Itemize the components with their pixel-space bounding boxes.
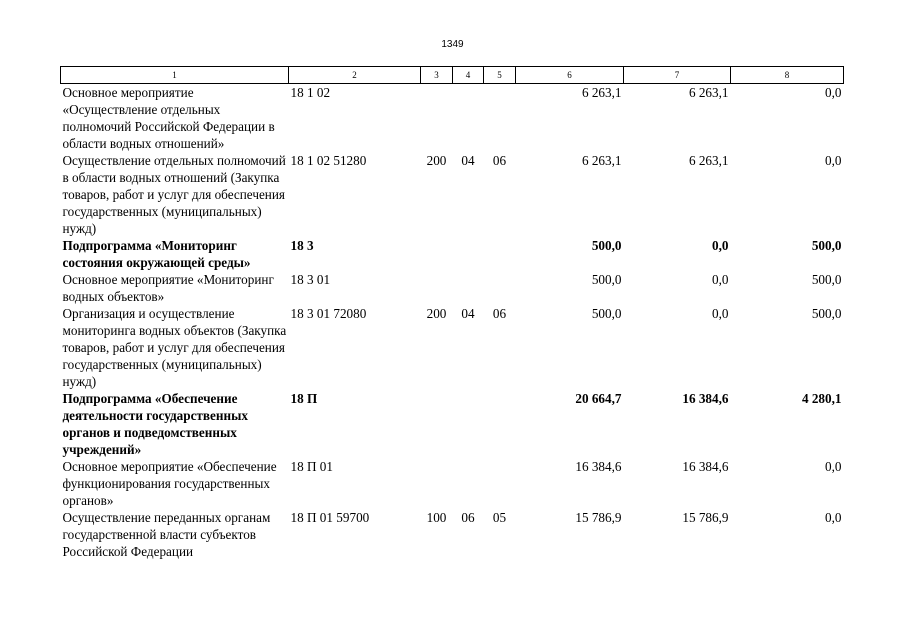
table-row (61, 271, 844, 305)
row-code: 18 1 02 (290, 85, 331, 100)
row-c4: 06 (461, 510, 475, 525)
row-v8: 0,0 (825, 459, 842, 474)
table-header-row (61, 67, 844, 84)
row-c3: 200 (426, 306, 447, 321)
column-header: 7 (624, 67, 731, 84)
row-c4: 04 (461, 153, 475, 168)
table-row (61, 305, 844, 390)
row-c5 (484, 390, 516, 458)
budget-table (60, 66, 844, 560)
row-v7: 16 384,6 (682, 391, 729, 406)
row-c5 (484, 271, 516, 305)
row-v7: 0,0 (712, 272, 729, 287)
column-header: 3 (421, 67, 453, 84)
row-c4: 04 (461, 306, 475, 321)
row-c3: 200 (426, 153, 447, 168)
row-v8: 500,0 (811, 238, 842, 253)
table-row (61, 458, 844, 509)
row-c5: 05 (492, 510, 507, 525)
row-v7: 0,0 (712, 238, 729, 253)
row-v6: 500,0 (591, 238, 622, 253)
row-name: Подпрограмма «Обеспечение деятельности государственных органов и подведомственных учреждений» (62, 391, 248, 457)
row-v8: 500,0 (811, 306, 842, 321)
row-v7: 16 384,6 (682, 459, 729, 474)
row-name: Осуществление переданных органам государственной власти субъектов Российской Федерации (62, 510, 271, 559)
row-code: 18 П 01 59700 (290, 510, 370, 525)
row-name: Основное мероприятие «Обеспечение функционирования государственных органов» (62, 459, 277, 508)
row-v8: 500,0 (811, 272, 842, 287)
row-v6: 6 263,1 (581, 85, 622, 100)
row-code: 18 3 (290, 238, 314, 253)
row-code: 18 1 02 51280 (290, 153, 367, 168)
table-row (61, 84, 844, 153)
row-c3 (421, 390, 453, 458)
row-name: Подпрограмма «Мониторинг состояния окружающей среды» (62, 238, 251, 270)
table-row (61, 390, 844, 458)
row-v6: 6 263,1 (581, 153, 622, 168)
column-header: 1 (61, 67, 289, 84)
row-code: 18 П (290, 391, 318, 406)
row-v6: 500,0 (591, 306, 622, 321)
row-v8: 0,0 (825, 510, 842, 525)
row-v6: 15 786,9 (575, 510, 622, 525)
column-header: 2 (289, 67, 421, 84)
row-v7: 6 263,1 (688, 85, 729, 100)
row-c3 (421, 271, 453, 305)
row-name: Осуществление отдельных полномочий в области водных отношений (Закупка товаров, работ и услуг для обеспечения государственных (муниципальных) нужд) (62, 153, 286, 236)
row-v7: 0,0 (712, 306, 729, 321)
row-c5: 06 (492, 306, 507, 321)
row-name: Организация и осуществление мониторинга водных объектов (Закупка товаров, работ и услуг для обеспечения государственных (муниципальных) нужд) (62, 306, 287, 389)
row-c5 (484, 84, 516, 153)
row-v7: 15 786,9 (682, 510, 729, 525)
row-v8: 4 280,1 (801, 391, 842, 406)
row-code: 18 3 01 (290, 272, 331, 287)
table-row (61, 237, 844, 271)
row-name: Основное мероприятие «Осуществление отдельных полномочий Российской Федерации в области водных отношений» (62, 85, 275, 151)
row-c5: 06 (492, 153, 507, 168)
row-code: 18 П 01 (290, 459, 333, 474)
row-c4 (453, 271, 484, 305)
row-name: Основное мероприятие «Мониторинг водных объектов» (62, 272, 274, 304)
row-c3: 100 (426, 510, 447, 525)
row-c3 (421, 458, 453, 509)
table-row (61, 152, 844, 237)
row-v8: 0,0 (825, 153, 842, 168)
row-c4 (453, 458, 484, 509)
row-v8: 0,0 (825, 85, 842, 100)
column-header: 8 (731, 67, 844, 84)
column-header: 5 (484, 67, 516, 84)
row-code: 18 3 01 72080 (290, 306, 367, 321)
row-v6: 16 384,6 (575, 459, 622, 474)
row-c5 (484, 458, 516, 509)
column-header: 4 (453, 67, 484, 84)
row-v6: 20 664,7 (575, 391, 622, 406)
row-c4 (453, 84, 484, 153)
row-v7: 6 263,1 (688, 153, 729, 168)
page-number: 1349 (441, 39, 464, 50)
row-v6: 500,0 (591, 272, 622, 287)
column-header: 6 (516, 67, 624, 84)
row-c4 (453, 390, 484, 458)
row-c4 (453, 237, 484, 271)
row-c5 (484, 237, 516, 271)
row-c3 (421, 84, 453, 153)
table-row (61, 509, 844, 560)
row-c3 (421, 237, 453, 271)
